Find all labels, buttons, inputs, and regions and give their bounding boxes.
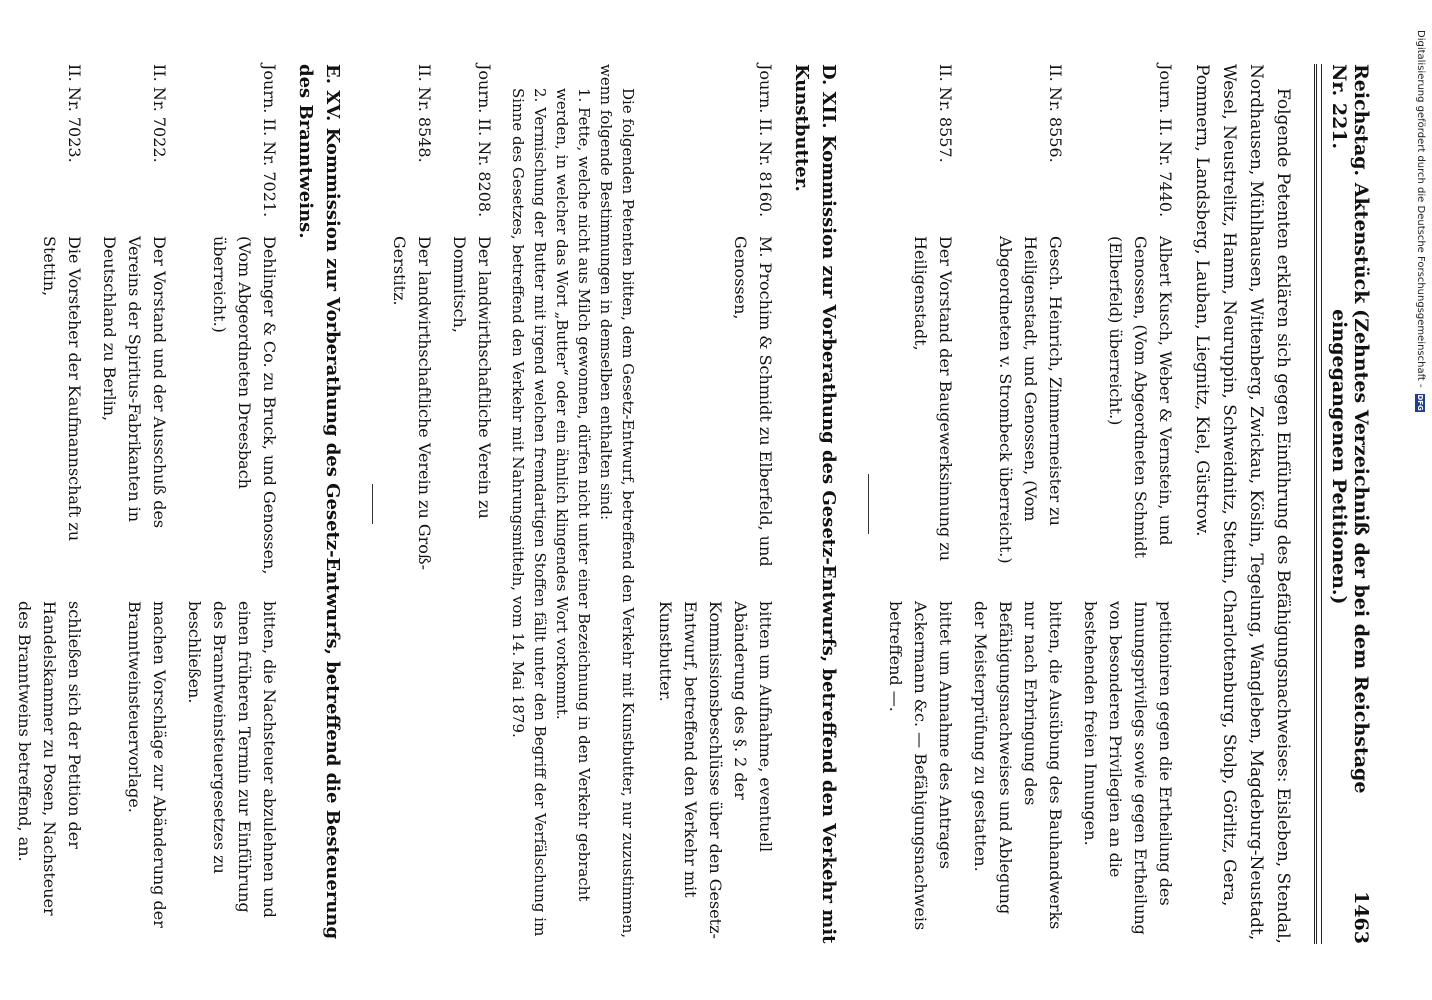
petition-entry [1078, 64, 1178, 944]
journal-ref: Journ. II. Nr. 8208. [475, 64, 494, 218]
section-divider [372, 484, 373, 524]
petitioner [0, 236, 2, 579]
page-number: 1463 [1350, 891, 1372, 944]
petitioner: Der landwirthschaftliche Verein zu Groß-Gerstitz. [390, 236, 434, 571]
section-note: Die folgenden Petenten bitten, dem Gesetz-Entwurf, betreffend den Verkehr mit Kunstbutter, nur zuzustimmen, wenn folgende Bestimmungen in demselben enthalten sind: [597, 64, 637, 939]
digitization-footer [1415, 30, 1426, 412]
petition-entry [883, 64, 958, 944]
intro-paragraph [1188, 64, 1296, 944]
petition-request: bitten, die Nachsteuer abzulehnen und einen früheren Termin zur Einführung des Branntweinsteuergesetzes zu beschließen. [185, 601, 279, 918]
section-heading: E. XV. Kommission zur Vorberathung des Gesetz-Entwurfs, betreffend die Besteuerung des Branntweins. [295, 64, 343, 940]
intro-text: Folgende Petenten erklären sich gegen Einführung des Befähigungsnachweises: [1273, 88, 1293, 783]
petition-request [387, 601, 437, 944]
petition-entry [447, 64, 497, 944]
journal-ref [0, 64, 2, 214]
petition-request: bittet um Annahme des Antrages Ackermann &c. — Befähigungsnachweis betreffend —. [886, 601, 955, 931]
dfg-logo: DFG [1416, 394, 1425, 411]
journal-ref: II. Nr. 8548. [415, 64, 434, 163]
journal-ref: II. Nr. 7023. [65, 64, 84, 163]
petition-entry [653, 64, 778, 944]
journal-ref: II. Nr. 8557. [936, 64, 955, 163]
petition-request: petitioniren gegen die Ertheilung des Innungsprivilegs sowie gegen Ertheilung von besonderen Privilegien an die bestehenden freien Innungen. [1081, 601, 1175, 935]
petition-entry [182, 64, 282, 944]
petitioner: Die Vorsteher der Kaufmannschaft zu Stettin, [40, 236, 84, 542]
petition-request: bitten um Aufnahme, eventuell Abänderung des §. 2 der Kommissionsbeschlüsse über den Gesetz-Entwurf, betreffend den Verkehr mit Kunstbutter. [656, 601, 775, 939]
header-subtitle: (Zehntes Verzeichniß der bei dem Reichstage eingegangenen Petitionen.) [1328, 309, 1372, 794]
condition-item: 1. Fette, welche nicht aus Milch gewonnen, dürfen nicht unter einer Bezeichnung in den Verkehr gebracht werden, in welcher das Wort „Butter“ oder ein ähnlich klingendes Wort vorkommt. [553, 88, 593, 902]
journal-ref: Journ. II. Nr. 7021. [260, 64, 279, 218]
petition-request [447, 601, 497, 944]
journal-ref: Journ. II. Nr. 8160. [756, 64, 775, 218]
petition-request [0, 601, 2, 944]
petition-request: bitten, die Ausübung des Bauhandwerks nur nach Erbringung des Befähigungsnachweises und Ablegung der Meisterprüfung zu gestatten. [971, 601, 1065, 930]
petition-request: machen Vorschläge zur Abänderung der Branntweinsteuervorlage. [125, 601, 169, 928]
document-page [0, 64, 1372, 944]
petitioner: Der Vorstand der Baugewerksinnung zu Heiligenstadt, [911, 236, 955, 562]
petition-entry [97, 64, 172, 944]
city-list: Eisleben, Stendal, Nordhausen, Mühlhausen, Wittenberg, Zwickau, Köslin, Tegelung, Wangleben, Magdeburg-Neustadt, Wesel, Neustrelitz, Hamm, Neuruppin, Schweidnitz, Stettin, Charlottenburg, Stolp, Görlitz, Gera, Pommern, Landsberg, Lauban, Liegnitz, Kiel, Güstrow. [1192, 64, 1293, 944]
petitioner: Der landwirthschaftliche Verein zu Dommitsch, [450, 236, 494, 519]
petitioner: Der Vorstand und der Ausschuß des Vereins der Spiritus-Fabrikanten in Deutschland zu Berlin, [100, 236, 169, 529]
journal-ref: II. Nr. 7022. [150, 64, 169, 163]
header-title: Reichstag. Aktenstück Nr. 221. [1328, 64, 1372, 304]
petition-entry [387, 64, 437, 944]
petition-entry [968, 64, 1068, 944]
petitioner: M. Prochim & Schmidt zu Elberfeld, und Genossen, [731, 236, 775, 567]
footer-text: Digitalisierung gefördert durch die Deutsche Forschungsgemeinschaft - [1415, 30, 1426, 388]
petition-request: schließen sich der Petition der Handelskammer zu Posen, Nachsteuer des Branntweins betreffend, an. [15, 601, 84, 916]
petitioner: Dehlinger & Co. zu Bruck, und Genossen, (Vom Abgeordneten Dreesbach überreicht.) [210, 236, 279, 575]
header-rule [1314, 64, 1317, 944]
section-heading: D. XII. Kommission zur Vorberathung des Gesetz-Entwurfs, betreffend den Verkehr mit Kunstbutter. [791, 64, 839, 944]
condition-item: 2. Vermischung der Butter mit irgend welchen fremdartigen Stoffen fällt unter den Begriff der Verfälschung im Sinne des Gesetzes, betreffend den Verkehr mit Nahrungsmitteln, vom 14. Mai 1879. [509, 88, 549, 937]
journal-ref: Journ. II. Nr. 7440. [1156, 64, 1175, 218]
petition-entry [12, 64, 87, 944]
petitioner: Gesch. Heinrich, Zimmermeister zu Heiligenstadt, und Genossen, (Vom Abgeordneten v. Strombeck überreicht.) [996, 236, 1065, 564]
petition-entry [0, 64, 2, 944]
page-header [1321, 64, 1372, 944]
section-divider [868, 474, 869, 534]
journal-ref: II. Nr. 8556. [1046, 64, 1065, 163]
petitioner: Albert Kusch, Weber & Vernstein, und Genossen, (Vom Abgeordneten Schmidt (Elberfeld) überreicht.) [1106, 236, 1175, 559]
